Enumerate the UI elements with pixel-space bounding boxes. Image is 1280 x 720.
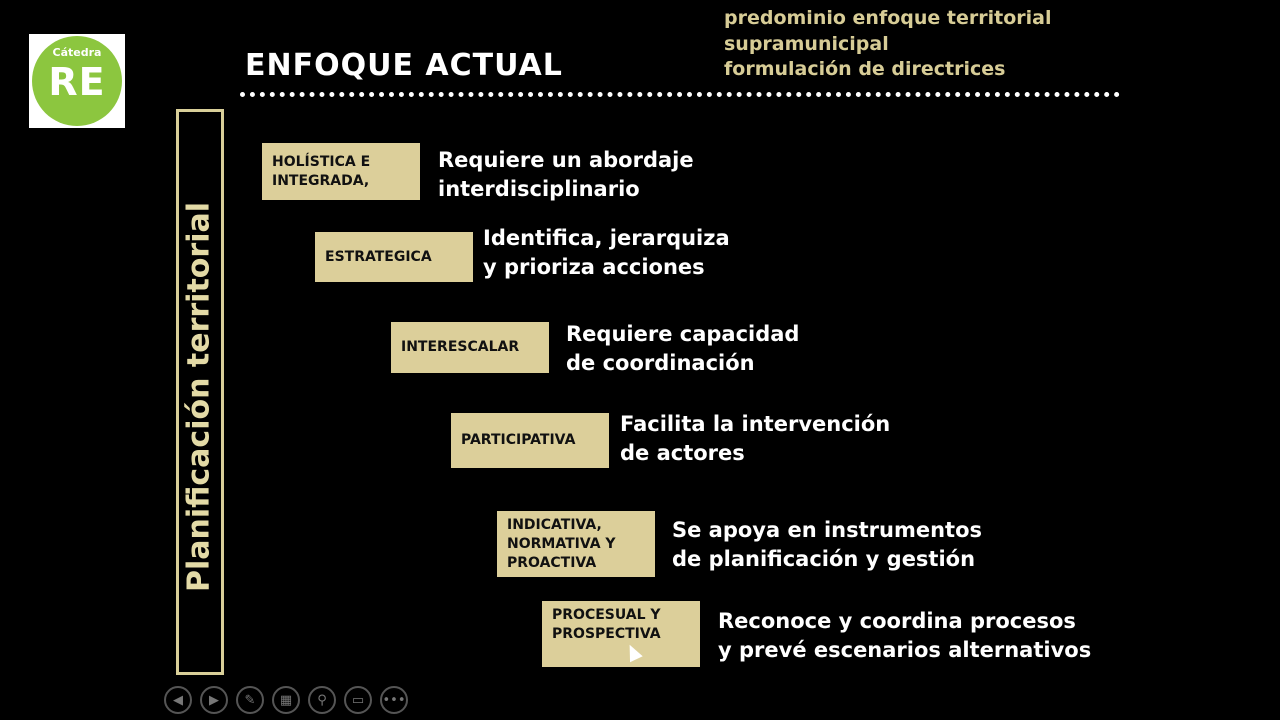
label-box-indicativa [497,511,655,577]
header-note: predominio enfoque territorial [724,7,1052,29]
desc-line: Identifica, jerarquiza [483,226,730,250]
logo-small-text: Cátedra [52,46,102,59]
desc-estrategica [483,224,730,282]
logo-big-text: RE [48,60,106,104]
label-text: PROCESUAL Y PROSPECTIVA [552,607,661,642]
label-text: INDICATIVA, NORMATIVA Y PROACTIVA [507,516,616,571]
header-note: supramunicipal [724,32,889,55]
presentation-toolbar [164,686,408,714]
logo-circle [32,36,122,126]
desc-indicativa [672,516,982,574]
desc-procesual [718,607,1091,665]
label-box-procesual [542,601,700,667]
desc-line: y prioriza acciones [483,255,705,279]
label-text: INTERESCALAR [401,339,520,355]
zoom-icon[interactable]: ⚲ [308,686,336,714]
desc-interescalar [566,320,799,378]
label-box-interescalar [391,322,549,373]
desc-line: Requiere un abordaje [438,148,694,172]
desc-line: y prevé escenarios alternativos [718,638,1092,662]
header-note: formulación de directrices [724,58,1006,80]
desc-line: Requiere capacidad [566,322,800,346]
desc-line: de planificación y gestión [672,547,976,571]
label-text: HOLÍSTICA E INTEGRADA, [272,153,371,189]
label-box-estrategica [315,232,473,282]
desc-holistica [438,146,694,204]
desc-line: de actores [620,441,745,465]
header-notes [724,6,1051,83]
previous-slide-icon[interactable]: ◀ [164,686,192,714]
label-text: ESTRATEGICA [325,248,432,265]
desc-line: interdisciplinario [438,177,640,201]
label-box-holistica [262,143,420,200]
vertical-frame [176,109,224,675]
subtitles-icon[interactable]: ▭ [344,686,372,714]
more-options-icon[interactable]: ••• [380,686,408,714]
desc-line: Reconoce y coordina procesos [718,609,1076,633]
desc-line: Se apoya en instrumentos [672,518,983,542]
desc-participativa [620,410,890,468]
vertical-label: Planificación territorial [181,201,217,593]
desc-line: Facilita la intervención [620,412,891,436]
dotted-divider [240,92,1120,97]
pen-icon[interactable]: ✎ [236,686,264,714]
catedra-re-logo [29,34,125,128]
next-slide-icon[interactable]: ▶ [200,686,228,714]
slides-grid-icon[interactable]: ▦ [272,686,300,714]
slide-title: ENFOQUE ACTUAL [245,48,563,83]
desc-line: de coordinación [566,351,755,375]
label-box-participativa [451,413,609,468]
label-text: PARTICIPATIVA [461,432,576,448]
